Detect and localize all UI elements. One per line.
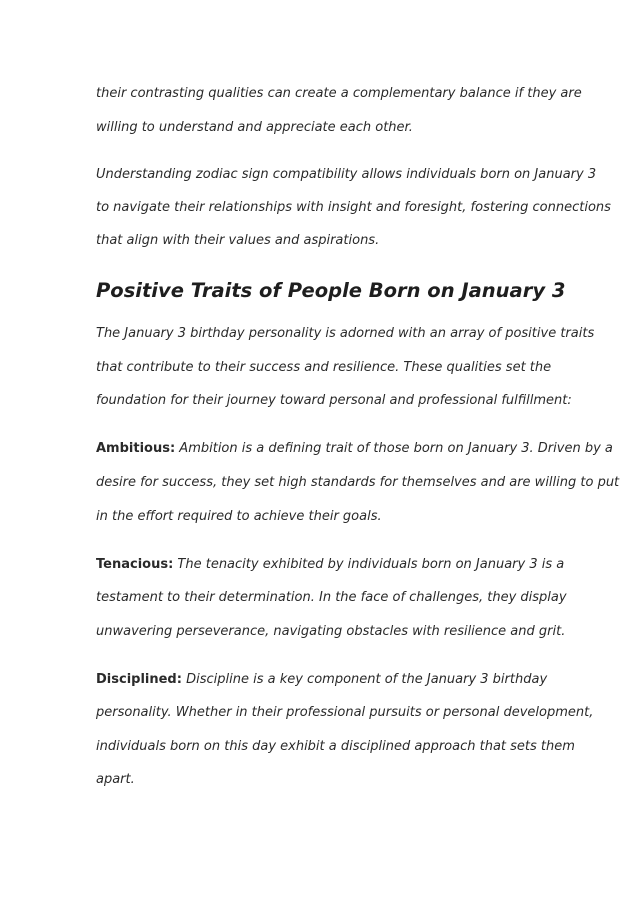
text-line: willing to understand and appreciate each other. <box>96 120 413 135</box>
text-line: that align with their values and aspirations. <box>96 233 380 248</box>
text-line: The January 3 birthday personality is adorned with an array of positive traits <box>96 326 595 341</box>
trait-text: Ambition is a defining trait of those born on January 3. Driven by a <box>175 441 613 456</box>
text-line <box>96 441 613 457</box>
trait-term: Disciplined: <box>96 672 182 687</box>
section-heading: Positive Traits of People Born on January 3 <box>96 279 566 302</box>
text-line: testament to their determination. In the face of challenges, they display <box>96 590 567 605</box>
text-line: desire for success, they set high standards for themselves and are willing to put <box>96 475 620 490</box>
text-line: individuals born on this day exhibit a disciplined approach that sets them <box>96 739 575 754</box>
trait-text: The tenacity exhibited by individuals born on January 3 is a <box>173 557 565 572</box>
text-line: to navigate their relationships with insight and foresight, fostering connections <box>96 200 611 215</box>
text-line: Understanding zodiac sign compatibility allows individuals born on January 3 <box>96 167 597 182</box>
trait-term: Tenacious: <box>96 557 174 572</box>
text-line: personality. Whether in their professional pursuits or personal development, <box>96 705 594 720</box>
text-line: unwavering perseverance, navigating obstacles with resilience and grit. <box>96 624 566 639</box>
text-line: their contrasting qualities can create a complementary balance if they are <box>96 86 582 101</box>
text-line: that contribute to their success and resilience. These qualities set the <box>96 360 552 375</box>
text-line <box>96 672 547 688</box>
text-line <box>96 557 564 573</box>
trait-term: Ambitious: <box>96 441 176 456</box>
text-line: foundation for their journey toward personal and professional fulfillment: <box>96 393 572 408</box>
text-line: in the effort required to achieve their goals. <box>96 509 382 524</box>
text-line: apart. <box>96 772 135 787</box>
trait-text: Discipline is a key component of the January 3 birthday <box>181 672 548 687</box>
